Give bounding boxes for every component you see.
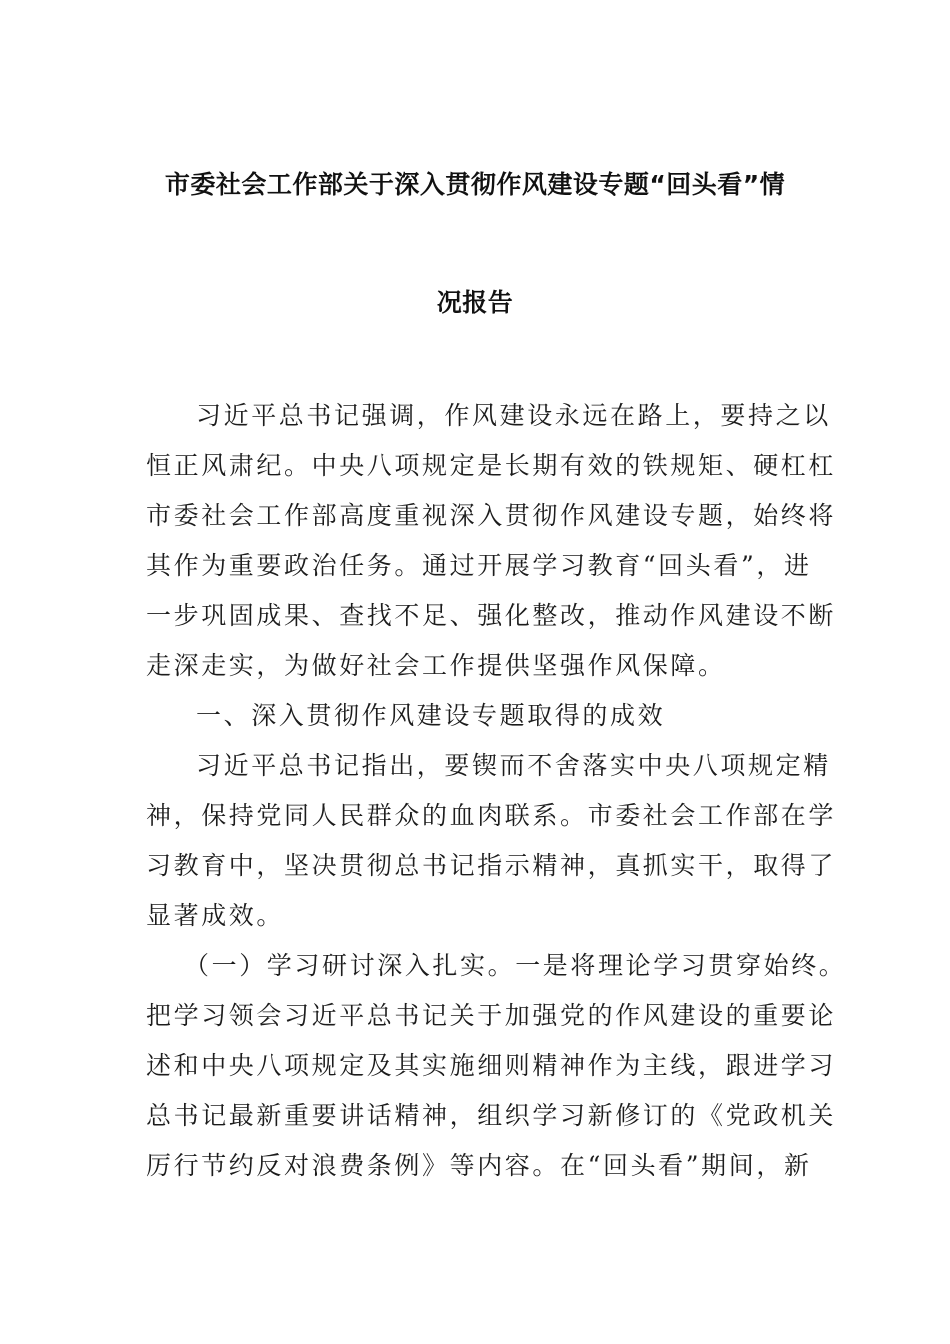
body-text-line: 习教育中，坚决贯彻总书记指示精神，真抓实干，取得了 — [146, 851, 837, 880]
body-text-line: 恒正风肃纪。中央八项规定是长期有效的铁规矩、硬杠杠 — [146, 451, 837, 480]
document-title-line-2: 况报告 — [436, 288, 514, 317]
body-text-line: 总书记最新重要讲话精神，组织学习新修订的《党政机关 — [146, 1101, 837, 1130]
body-text-line: 把学习领会习近平总书记关于加强党的作风建设的重要论 — [146, 1001, 837, 1030]
body-text-line: 其作为重要政治任务。通过开展学习教育“回头看”，进 — [146, 551, 812, 580]
section-heading: 一、深入贯彻作风建设专题取得的成效 — [196, 701, 666, 730]
body-text-line: 一步巩固成果、查找不足、强化整改，推动作风建设不断 — [146, 601, 837, 630]
body-text-line: 厉行节约反对浪费条例》等内容。在“回头看”期间，新 — [146, 1151, 812, 1180]
body-text-line: 神，保持党同人民群众的血肉联系。市委社会工作部在学 — [146, 801, 837, 830]
body-text-line: 显著成效。 — [146, 901, 285, 930]
body-text-line: 习近平总书记指出，要锲而不舍落实中央八项规定精 — [196, 751, 831, 780]
body-text-line: 习近平总书记强调，作风建设永远在路上，要持之以 — [196, 401, 831, 430]
body-text-line: 市委社会工作部高度重视深入贯彻作风建设专题，始终将 — [146, 501, 837, 530]
body-text-line: 走深走实，为做好社会工作提供坚强作风保障。 — [146, 651, 726, 680]
body-text-line: 述和中央八项规定及其实施细则精神作为主线，跟进学习 — [146, 1051, 837, 1080]
document-title-line-1: 市委社会工作部关于深入贯彻作风建设专题“回头看”情 — [164, 170, 786, 199]
subsection-heading-line: （一）学习研讨深入扎实。一是将理论学习贯穿始终。 — [184, 951, 847, 980]
